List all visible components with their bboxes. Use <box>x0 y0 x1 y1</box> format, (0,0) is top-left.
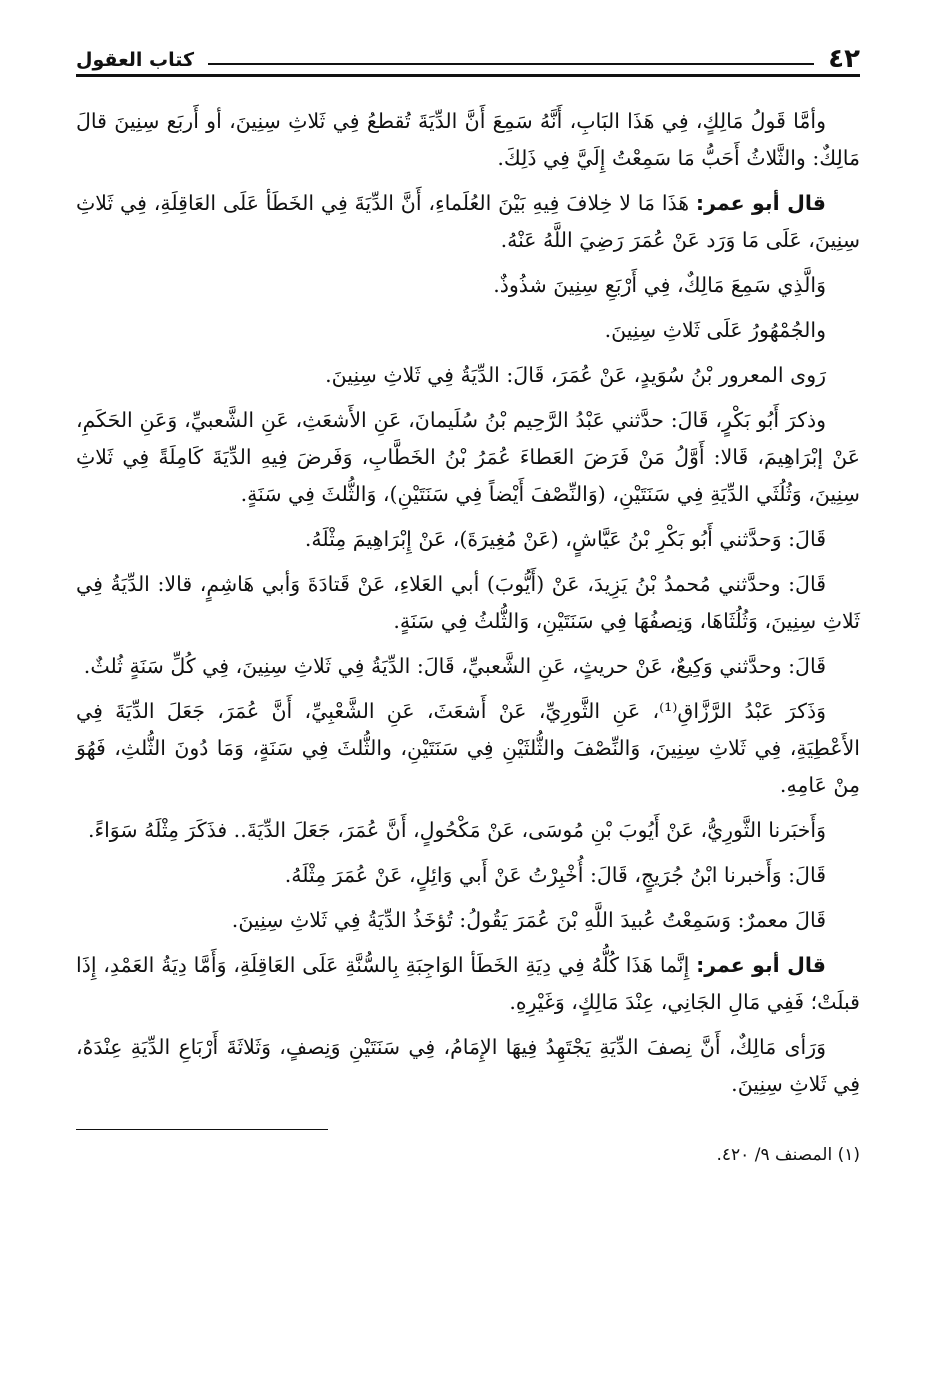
paragraph-text: وَالَّذِي سَمِعَ مَالِكٌ، فِي أَرْبَعِ سِنِينَ شذُوذٌ. <box>493 273 826 297</box>
paragraph <box>76 947 860 1021</box>
paragraph-text: قَالَ: وحدَّثني وَكِيعٌ، عَنْ حريثٍ، عَنِ الشَّعبيِّ، قَالَ: الدِّيَةُ فِي ثَلاثِ سِنِينَ، فِي كُلِّ سَنَةٍ ثُلثٌ. <box>83 654 826 678</box>
paragraph <box>76 566 860 640</box>
paragraph-text: قَالَ: وَأَخبرنا ابْنُ جُرَيجٍ، قَالَ: أُخْبِرْتُ عَنْ أَبي وَائِلٍ، عَنْ عُمَرَ مِثْلَهُ. <box>284 863 826 887</box>
paragraph <box>76 857 860 894</box>
paragraph <box>76 357 860 394</box>
paragraph <box>76 812 860 849</box>
paragraph-text: والجُمْهُورُ عَلَى ثَلاثِ سِنِينَ. <box>604 318 826 342</box>
paragraph <box>76 103 860 177</box>
paragraph-text: وَذَكرَ عَبْدُ الرَّزَّاقِ⁽¹⁾، عَنِ الثَّورِيِّ، عَنْ أَشعَثَ، عَنِ الشَّعْبِيِّ، أَنَّ عُمَرَ، جَعَلَ الدِّيَةَ فِي الأَعْطِيَةِ، فِي ثَلاثِ سِنِينَ، وَالنِّصْفَ والثُّلثَيْنِ فِي سَنَتَيْنِ، والثُّلثَ فِي سَنَةٍ، وَمَا دُونَ الثُّلثِ، فَهُوَ مِنْ عَامِهِ. <box>76 699 860 797</box>
paragraph-text: رَوى المعرور بْنُ سُوَيدٍ، عَنْ عُمَرَ، قَالَ: الدِّيَةُ فِي ثَلاثِ سِنِينَ. <box>325 363 826 387</box>
paragraph-text: وَأَخبَرنا الثَّورِيُّ، عَنْ أَيُوبَ بْنِ مُوسَى، عَنْ مَكْحُولٍ، أَنَّ عُمَرَ، جَعَلَ الدِّيَةَ.. فذَكَرَ مِثْلَهُ سَوَاءً. <box>87 818 826 842</box>
paragraph-text: قَالَ: وحدَّثني مُحمدُ بْنُ يَزِيدَ، عَنْ (أَيُّوبَ) أبي العَلاءِ، عَنْ قَتادَةَ وَأبي هَاشِمٍ، قالا: الدِّيَةُ فِي ثَلاثِ سِنِينَ، وَثُلُثَاهَا، وَنِصفُهَا فِي سَنَتَيْنِ، وَالثُّلثُ فِي سَنَةٍ. <box>76 572 860 633</box>
header-rule <box>208 63 814 65</box>
paragraph <box>76 312 860 349</box>
footnote-separator <box>76 1129 328 1130</box>
paragraph-text: وذكرَ أَبُو بَكْرٍ، قَالَ: حدَّثني عَبْدُ الرَّحِيم بْنُ سُلَيمانَ، عَنِ الأَشعَثِ، عَنِ الشَّعبيِّ، وَعَنِ الحَكَمِ، عَنْ إبْرَاهِيمَ، قَالا: أَوَّلُ مَنْ فَرَضَ العَطاءَ عُمَرُ بْنُ الخَطَّابِ، وَفَرضَ فِيهِ الدِّيَةَ كَامِلَةً فِي ثَلاثِ سِنِينَ، وَثُلُثَي الدِّيَةِ فِي سَنَتَيْنِ، (وَالنِّصْفَ أَيْضاً فِي سَنَتَيْنِ)، وَالثُّلثَ فِي سَنَةٍ. <box>76 408 860 506</box>
paragraph-text: هَذَا مَا لا خِلافَ فِيهِ بَيْنَ العُلَماءِ، أَنَّ الدِّيَةَ فِي الخَطَأ عَلَى العَاقِلَةِ، فِي ثَلاثِ سِنِينَ، عَلَى مَا وَرَد عَنْ عُمَرَ رَضِيَ اللَّهُ عَنْهُ. <box>76 191 860 252</box>
paragraph <box>76 402 860 513</box>
footnote: (١) المصنف ٩/ ٤٢٠. <box>716 1145 860 1165</box>
paragraph-text: قَالَ: وَحدَّثني أَبُو بَكْرِ بْنُ عَيَّاشٍ، (عَنْ مُغِيرَةَ)، عَنْ إِبْرَاهِيمَ مِثْلَهُ. <box>304 527 826 551</box>
paragraph <box>76 185 860 259</box>
paragraph <box>76 1029 860 1103</box>
paragraph-text: وَرَأى مَالِكٌ، أَنَّ نِصفَ الدِّيَةِ يَجْتَهِدُ فِيهَا الإِمَامُ، فِي سَنَتَيْنِ وَنِصفٍ، وَثَلاثَةَ أَرْبَاعِ الدِّيَةِ عِنْدَهُ، فِي ثَلاثِ سِنِينَ. <box>76 1035 860 1096</box>
speaker-label: قال أبو عمر: <box>696 953 826 977</box>
paragraph-text: وأمَّا قَولُ مَالِكٍ، فِي هَذَا البَابِ، أَنَّهُ سَمِعَ أَنَّ الدِّيَةَ تُقطعُ فِي ثَلاثِ سِنِينَ، أو أَربَع سِنِينَ قالَ مَالِكٌ: والثَّلاثُ أَحَبُّ مَا سَمِعْتُ إِلَيَّ فِي ذَلِكَ. <box>76 109 860 170</box>
paragraph <box>76 648 860 685</box>
body-text <box>76 103 860 1103</box>
paragraph-text: قَالَ معمرٌ: وَسَمِعْتُ عُبيدَ اللَّهِ بْنَ عُمَرَ يَقُولُ: تُؤخَذُ الدِّيَةُ فِي ثَلاثِ سِنِينَ. <box>231 908 826 932</box>
paragraph <box>76 693 860 804</box>
page-header <box>76 40 860 77</box>
paragraph <box>76 521 860 558</box>
book-title: كتاب العقول <box>76 49 195 71</box>
paragraph <box>76 902 860 939</box>
speaker-label: قال أبو عمر: <box>695 191 826 215</box>
paragraph <box>76 267 860 304</box>
page-number: ٤٢ <box>828 44 860 74</box>
paragraph-text: إِنَّما هَذَا كُلُّهُ فِي دِيَةِ الخَطَأ الوَاجِبَةِ بِالسُّنَّةِ عَلَى العَاقِلَةِ، وَأَمَّا دِيَةُ العَمْدِ، إِذَا قبلَتْ؛ فَفِي مَالِ الجَانِي، عِنْدَ مَالِكٍ، وَغَيْرِهِ. <box>76 953 860 1014</box>
